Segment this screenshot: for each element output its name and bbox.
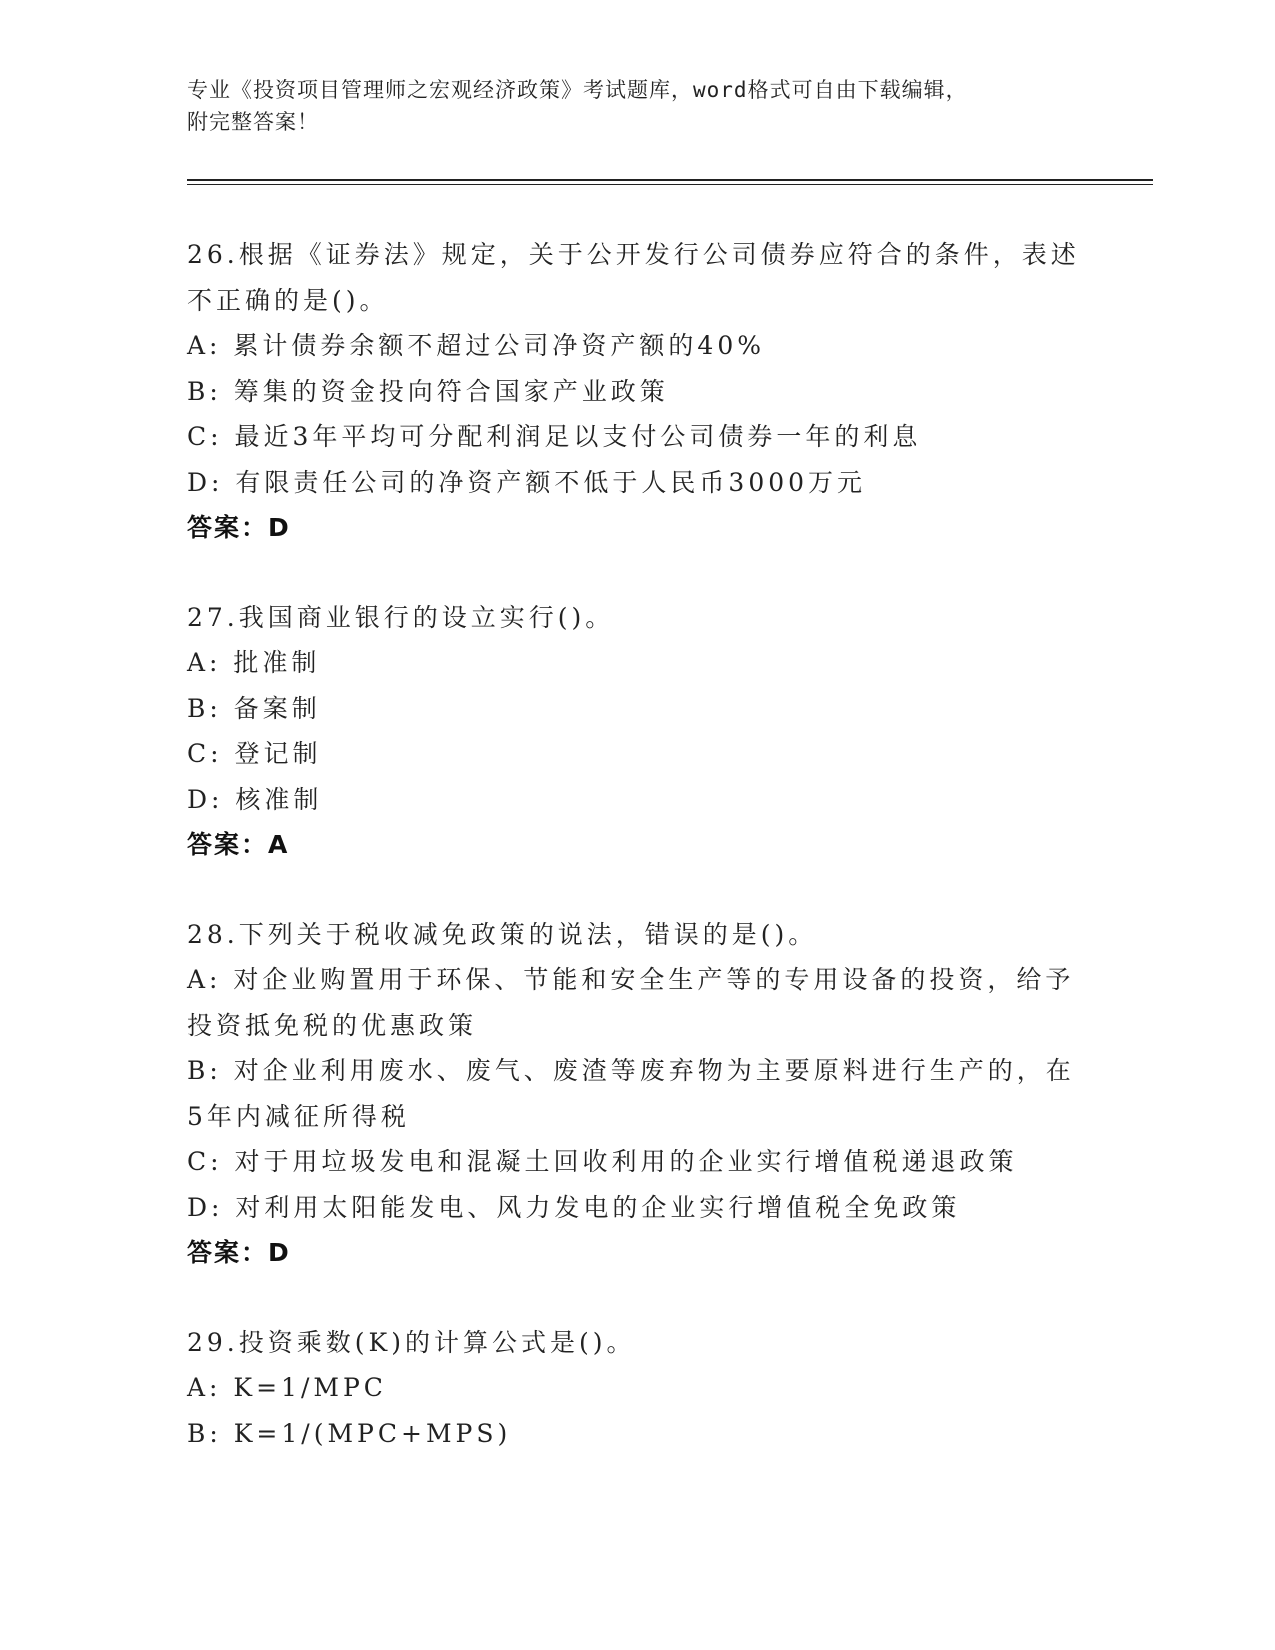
option-a-continued: 投资抵免税的优惠政策 xyxy=(187,1010,478,1040)
option-d: D: 有限责任公司的净资产额不低于人民币3000万元 xyxy=(187,467,867,497)
option-a: A: 批准制 xyxy=(187,648,321,677)
question-29 xyxy=(187,1320,1087,1457)
option-d: D: 对利用太阳能发电、风力发电的企业实行增值税全免政策 xyxy=(187,1192,961,1222)
question-stem: 28.下列关于税收减免政策的说法，错误的是()。 xyxy=(187,919,818,949)
answer-label: 答案：D xyxy=(187,513,291,542)
option-b: B: 对企业利用废水、废气、废渣等废弃物为主要原料进行生产的，在 xyxy=(187,1056,1075,1085)
question-stem: 26.根据《证券法》规定，关于公开发行公司债券应符合的条件，表述 xyxy=(187,240,1080,269)
header-line-1: 专业《投资项目管理师之宏观经济政策》考试题库，word格式可自由下载编辑， xyxy=(187,78,968,102)
question-stem: 27.我国商业银行的设立实行()。 xyxy=(187,602,615,632)
answer-label: 答案：A xyxy=(187,830,290,859)
option-d: D: 核准制 xyxy=(187,784,323,814)
option-b: B: K=1/(MPC+MPS) xyxy=(187,1418,512,1448)
option-c: C: 对于用垃圾发电和混凝土回收利用的企业实行增值税递退政策 xyxy=(187,1147,1018,1176)
option-b: B: 筹集的资金投向符合国家产业政策 xyxy=(187,376,669,406)
answer-label: 答案：D xyxy=(187,1238,291,1267)
question-list xyxy=(187,232,1087,1500)
question-stem: 不正确的是()。 xyxy=(187,285,389,315)
option-a: A: 累计债券余额不超过公司净资产额的40% xyxy=(187,331,765,360)
option-b: B: 备案制 xyxy=(187,693,321,723)
option-a: A: 对企业购置用于环保、节能和安全生产等的专用设备的投资，给予 xyxy=(187,965,1075,994)
question-28 xyxy=(187,912,1087,1276)
header-line-2: 附完整答案！ xyxy=(187,110,319,134)
option-c: C: 最近3年平均可分配利润足以支付公司债券一年的利息 xyxy=(187,422,922,451)
header-divider xyxy=(187,179,1153,185)
option-c: C: 登记制 xyxy=(187,739,322,768)
option-b-continued: 5年内减征所得税 xyxy=(187,1101,410,1131)
question-stem: 29.投资乘数(K)的计算公式是()。 xyxy=(187,1327,636,1357)
document-header xyxy=(187,74,1077,138)
option-a: A: K=1/MPC xyxy=(187,1373,387,1402)
question-26 xyxy=(187,232,1087,551)
question-27 xyxy=(187,595,1087,868)
